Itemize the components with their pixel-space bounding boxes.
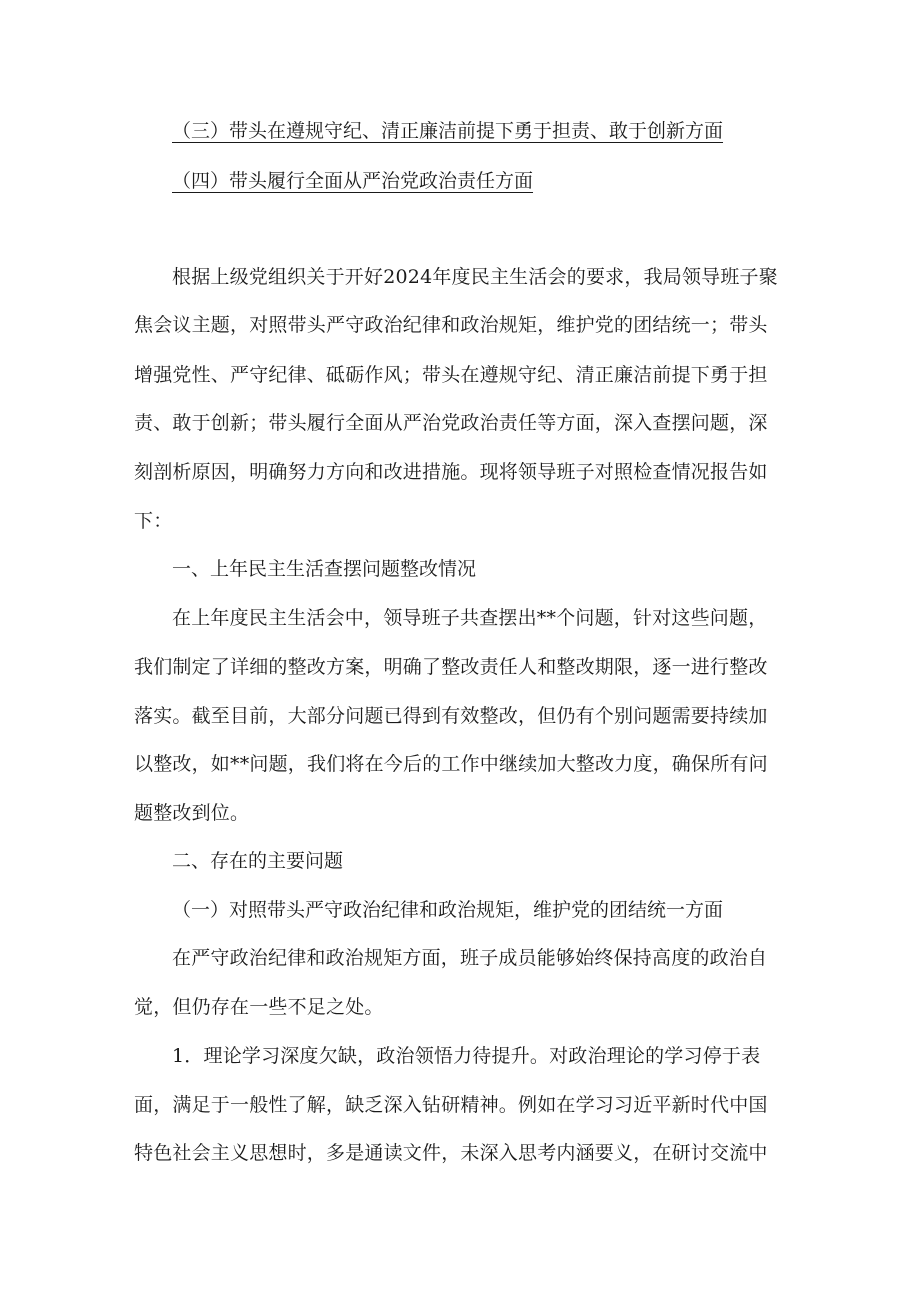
subsection-1-line-1: 在严守政治纪律和政治规矩方面，班子成员能够始终保持高度的政治自 <box>172 947 768 969</box>
section-1-line-2: 我们制定了详细的整改方案，明确了整改责任人和整改期限，逐一进行整改 <box>134 656 768 678</box>
subsection-1-heading: （一）对照带头严守政治纪律和政治规矩，维护党的团结统一方面 <box>172 899 724 921</box>
intro-line-5: 刻剖析原因，明确努力方向和改进措施。现将领导班子对照检查情况报告如 <box>134 461 768 483</box>
toc-item-3: （四）带头履行全面从严治党政治责任方面 <box>172 170 534 192</box>
item-1-line-1: 1．理论学习深度欠缺，政治领悟力待提升。对政治理论的学习停于表 <box>172 1045 761 1067</box>
intro-line-2: 焦会议主题，对照带头严守政治纪律和政治规矩，维护党的团结统一；带头 <box>134 314 768 336</box>
subsection-1-line-2: 觉，但仍存在一些不足之处。 <box>134 996 384 1018</box>
section-1-line-5: 题整改到位。 <box>134 802 250 824</box>
section-1-line-4: 以整改，如**问题，我们将在今后的工作中继续加大整改力度，确保所有问 <box>134 753 768 775</box>
item-1-line-2: 面，满足于一般性了解，缺乏深入钻研精神。例如在学习习近平新时代中国 <box>134 1094 768 1116</box>
intro-line-4: 责、敢于创新；带头履行全面从严治党政治责任等方面，深入查摆问题，深 <box>134 412 768 434</box>
section-2-heading: 二、存在的主要问题 <box>172 850 344 872</box>
intro-line-6: 下： <box>134 510 173 532</box>
intro-line-3: 增强党性、严守纪律、砥砺作风；带头在遵规守纪、清正廉洁前提下勇于担 <box>134 364 768 386</box>
section-1-line-3: 落实。截至目前，大部分问题已得到有效整改，但仍有个别问题需要持续加 <box>134 705 768 727</box>
section-1-heading: 一、上年民主生活查摆问题整改情况 <box>172 558 477 580</box>
toc-item-2: （三）带头在遵规守纪、清正廉洁前提下勇于担责、敢于创新方面 <box>172 120 724 142</box>
section-1-line-1: 在上年度民主生活会中，领导班子共查摆出**个问题，针对这些问题， <box>172 607 768 629</box>
item-1-line-3: 特色社会主义思想时，多是通读文件，未深入思考内涵要义，在研讨交流中 <box>134 1142 768 1164</box>
intro-line-1: 根据上级党组织关于开好2024年度民主生活会的要求，我局领导班子聚 <box>172 266 778 288</box>
